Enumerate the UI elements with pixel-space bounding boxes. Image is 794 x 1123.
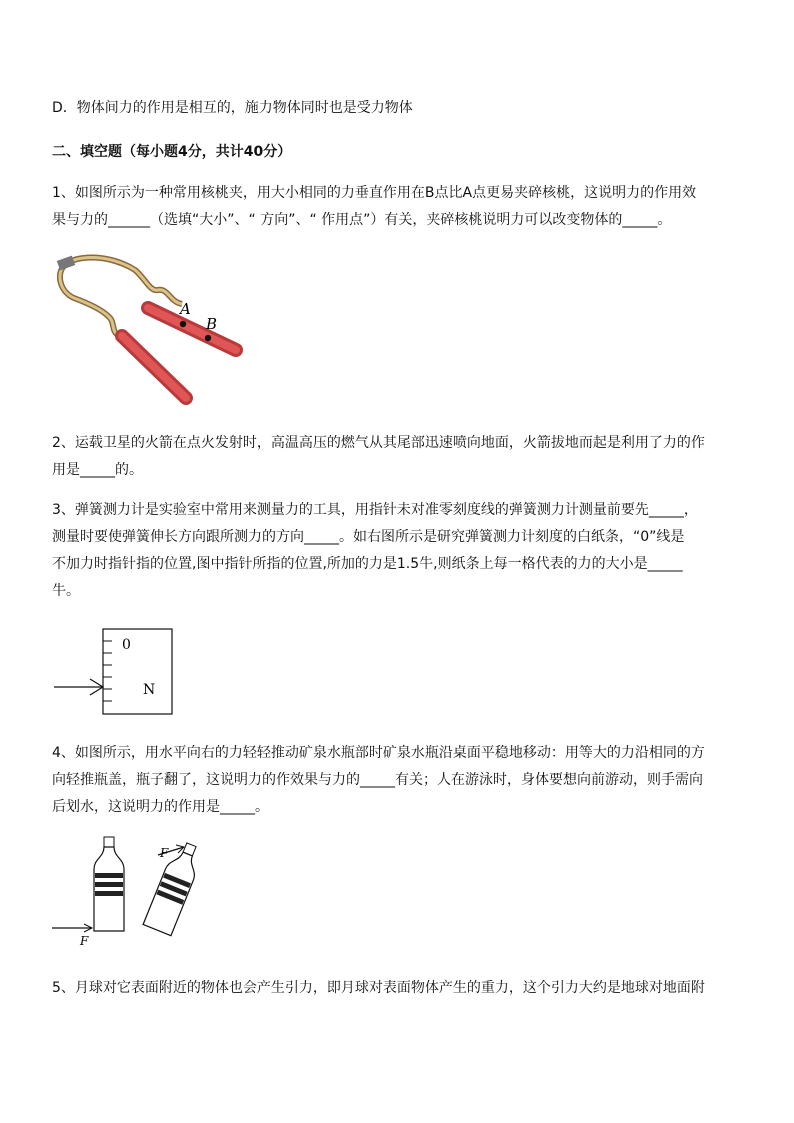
- force-label-top: F: [160, 846, 169, 860]
- option-d: D．物体间力的作用是相互的，施力物体同时也是受力物体: [52, 100, 413, 116]
- q1-line2: 果与力的______（选填“大小”、“ 方向”、“ 作用点”）有关，夹碎核桃说明力可以改变物体的_____。: [52, 212, 672, 228]
- q1-line1: 1、如图所示为一种常用核桃夹，用大小相同的力垂直作用在B点比A点更易夹碎核桃，这说明力的作用效: [52, 185, 697, 201]
- q2-line2: 用是_____的。: [52, 462, 143, 478]
- q4-line1: 4、如图所示，用水平向右的力轻轻推动矿泉水瓶部时矿泉水瓶沿桌面平稳地移动：用等大的力沿相同的方: [52, 745, 705, 761]
- q3-line4: 牛。: [52, 583, 80, 599]
- label-b: B: [206, 315, 218, 333]
- zero-label: 0: [122, 637, 131, 653]
- section-title: 二、填空题（每小题4分，共计40分）: [52, 144, 292, 160]
- upright-bottle: [94, 837, 124, 931]
- n-label: N: [143, 682, 156, 698]
- q3-line2: 测量时要使弹簧伸长方向跟所测力的方向_____。如右图所示是研究弹簧测力计刻度的白纸条，“0”线是: [52, 529, 685, 545]
- bottle-figure: [50, 833, 210, 948]
- tilted-bottle: [143, 839, 205, 936]
- q2-line1: 2、运载卫星的火箭在点火发射时，高温高压的燃气从其尾部迅速喷向地面，火箭拔地而起是利用了力的作: [52, 435, 705, 451]
- q4-line3: 后划水，这说明力的作用是_____。: [52, 799, 269, 815]
- q4-line2: 向轻推瓶盖，瓶子翻了，这说明力的作效果与力的_____有关；人在游泳时，身体要想向前游动，则手需向: [52, 772, 703, 788]
- nutcracker-figure: [50, 252, 245, 410]
- q3-line1: 3、弹簧测力计是实验室中常用来测量力的工具，用指针未对准零刻度线的弹簧测力计测量前要先_____，: [52, 502, 698, 518]
- label-a: A: [180, 300, 191, 318]
- q5-line1: 5、月球对它表面附近的物体也会产生引力，即月球对表面物体产生的重力，这个引力大约是地球对地面附: [52, 980, 705, 996]
- spring-scale-figure: [50, 625, 180, 720]
- q3-line3: 不加力时指针指的位置,图中指针所指的位置,所加的力是1.5牛,则纸条上每一格代表的力的大小是_____: [52, 556, 683, 572]
- force-label-bottom: F: [80, 934, 89, 948]
